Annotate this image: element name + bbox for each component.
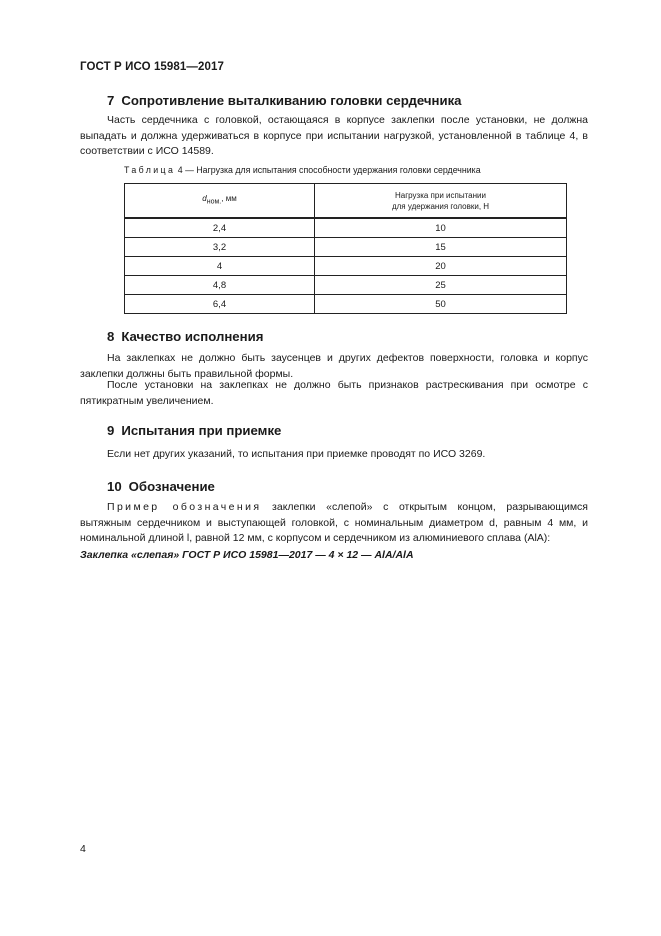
diameter-symbol: d xyxy=(202,194,207,204)
section-9-paragraph xyxy=(80,447,588,463)
table-row xyxy=(125,218,567,238)
section-9-number: 9 xyxy=(107,423,115,438)
section-8-number: 8 xyxy=(107,329,115,344)
section-10-number: 10 xyxy=(107,479,122,494)
table-row xyxy=(125,295,567,314)
table-cell-load: 20 xyxy=(315,257,567,276)
section-10-title: Обозначение xyxy=(128,479,215,494)
load-header-line-1: Нагрузка при испытании xyxy=(395,190,486,200)
section-8-title: Качество исполнения xyxy=(121,329,264,344)
page-number: 4 xyxy=(80,843,86,855)
table-4-caption-label: Таблица xyxy=(124,165,176,175)
section-9-heading xyxy=(107,423,281,438)
section-7-paragraph xyxy=(80,113,588,160)
table-cell-load: 50 xyxy=(315,295,567,314)
section-7-title: Сопротивление выталкиванию головки сердечника xyxy=(121,93,462,108)
designation-example: Заклепка «слепая» ГОСТ Р ИСО 15981—2017 — 4 × 12 — AlA/AlA xyxy=(80,549,414,561)
table-cell-diameter: 3,2 xyxy=(125,238,315,257)
section-7-text: Часть сердечника с головкой, остающаяся в корпусе заклепки после установки, не должна выпадать и должна удерживаться в корпусе при испытании нагрузкой, установленной в таблице 4, в соответствии с ИСО 14589. xyxy=(80,114,588,157)
section-7-heading xyxy=(107,93,462,108)
table-row xyxy=(125,238,567,257)
section-9-title: Испытания при приемке xyxy=(121,423,282,438)
table-cell-diameter: 4 xyxy=(125,257,315,276)
section-8-text-2: После установки на заклепках не должно быть признаков растрескивания при осмотре с пятикратным увеличением. xyxy=(80,379,588,407)
section-7-number: 7 xyxy=(107,93,115,108)
table-cell-diameter: 6,4 xyxy=(125,295,315,314)
section-8-paragraph-2 xyxy=(80,378,588,409)
section-8-heading xyxy=(107,329,263,344)
table-header-row xyxy=(125,184,567,219)
table-cell-load: 15 xyxy=(315,238,567,257)
table-cell-load: 25 xyxy=(315,276,567,295)
section-9-text: Если нет других указаний, то испытания при приемке проводят по ИСО 3269. xyxy=(107,448,486,460)
diameter-subscript: ном. xyxy=(206,198,222,206)
table-row xyxy=(125,276,567,295)
section-10-paragraph xyxy=(80,500,588,547)
section-10-heading xyxy=(107,479,215,494)
table-cell-diameter: 2,4 xyxy=(125,218,315,238)
table-cell-diameter: 4,8 xyxy=(125,276,315,295)
table-4 xyxy=(124,183,567,314)
table-4-caption-text: 4 — Нагрузка для испытания способности удержания головки сердечника xyxy=(177,165,481,175)
table-header-load xyxy=(315,184,567,219)
diameter-unit: , мм xyxy=(221,194,237,204)
table-row xyxy=(125,257,567,276)
table-4-caption xyxy=(124,165,481,175)
table-header-diameter xyxy=(125,184,315,219)
section-8-text-1: На заклепках не должно быть заусенцев и других дефектов поверхности, головка и корпус заклепки должны быть правильной формы. xyxy=(80,352,588,380)
example-label: Пример обозначения xyxy=(107,501,262,513)
example-text: заклепки «слепой» с открытым концом, разрывающимся вытяжным сердечником и выступающей головкой, с номинальным диаметром d, равным 4 мм, и номинальной длиной l, равной 12 мм, с корпусом и сердечником из алюминиевого сплава (AlA): xyxy=(80,501,588,544)
load-header-line-2: для удержания головки, Н xyxy=(391,201,490,211)
table-cell-load: 10 xyxy=(315,218,567,238)
standard-header: ГОСТ Р ИСО 15981—2017 xyxy=(80,61,225,73)
